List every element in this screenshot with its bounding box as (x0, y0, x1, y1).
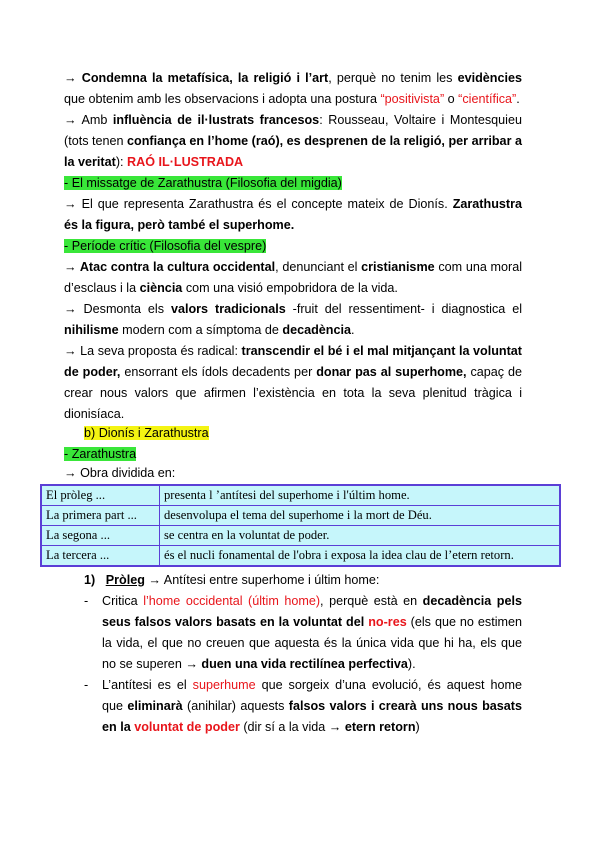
obra-dividida-line: → Obra dividida en: (64, 466, 176, 480)
heading-zarathustra: - Zarathustra (64, 447, 137, 461)
list-item-proleg: 1) Pròleg → Antítesi entre superhome i últim home: (84, 573, 380, 587)
bullet-antitesi: L’antítesi es el superhume que sorgeix d’una evolució, és aquest home que eliminarà (anihilar) aquests falsos valors i crearà uns nous basats en la voluntat de poder (dir sí a la vida → etern retorn) (102, 678, 522, 734)
table-cell-part: La tercera ... (41, 546, 160, 567)
arrow-icon: → (64, 260, 77, 274)
paragraph-metafisica: → Condemna la metafísica, la religió i l’art, perquè no tenim les evidències que obtenim amb les observacions i adopta una postura “positivista” o “científica”. (64, 71, 522, 106)
obra-parts-table (40, 484, 561, 567)
paragraph-atac: → Atac contra la cultura occidental, denunciant el cristianisme com una moral d’esclaus i la ciència com una visió empobridora de la vida. (64, 260, 523, 295)
bullet-dash: - (84, 594, 89, 608)
arrow-icon: → (64, 344, 77, 358)
paragraph-proposta: → La seva proposta és radical: transcendir el bé i el mal mitjançant la voluntat de poder, ensorrant els ídols decadents per donar pas al superhome, capaç de crear nous valors que afirmen l’existència en tota la seva plenitud tràgica i dionisíaca. (64, 344, 522, 421)
bullet-dash: - (84, 678, 89, 692)
table-cell-desc: se centra en la voluntat de poder. (160, 526, 561, 546)
table-cell-part: La segona ... (41, 526, 160, 546)
arrow-icon: → (64, 113, 77, 127)
table-row (41, 485, 560, 506)
arrow-icon: → (64, 302, 77, 316)
heading-dionis-zarathustra: b) Dionís i Zarathustra (84, 426, 209, 440)
table-row (41, 506, 560, 526)
heading-migdia: - El missatge de Zarathustra (Filosofia del migdia) (64, 176, 342, 190)
heading-vespre: - Període crític (Filosofia del vespre) (64, 239, 267, 253)
paragraph-illustrats: → Amb influència de il·lustrats francesos: Rousseau, Voltaire i Montesquieu (tots tenen confiança en l’home (raó), es desprenen de la religió, per arribar a la veritat): RAÓ IL·LUSTRADA (64, 113, 522, 169)
table-cell-desc: desenvolupa el tema del superhome i la mort de Déu. (160, 506, 561, 526)
arrow-icon: → (64, 197, 77, 211)
table-row (41, 526, 560, 546)
paragraph-zarathustra-dionis: → El que representa Zarathustra és el concepte mateix de Dionís. Zarathustra és la figura, però també el superhome. (64, 197, 522, 232)
table-row (41, 546, 560, 567)
table-cell-part: La primera part ... (41, 506, 160, 526)
table-cell-desc: és el nucli fonamental de l'obra i exposa la idea clau de l’etern retorn. (160, 546, 561, 567)
arrow-icon: → (64, 71, 77, 85)
paragraph-desmonta: → Desmonta els valors tradicionals -fruit del ressentiment- i diagnostica el nihilisme modern com a símptoma de decadència. (64, 302, 523, 337)
bullet-critica: Critica l’home occidental (últim home), perquè està en decadència pels seus falsos valors basats en la voluntat del no-res (els que no estimen la vida, el que no creuen que aquesta és la única vida que hi ha, els que no se superen → duen una vida rectilínea perfectiva). (102, 594, 522, 671)
table-cell-part: El pròleg ... (41, 485, 160, 506)
table-cell-desc: presenta l ’antítesi del superhome i l'últim home. (160, 485, 561, 506)
